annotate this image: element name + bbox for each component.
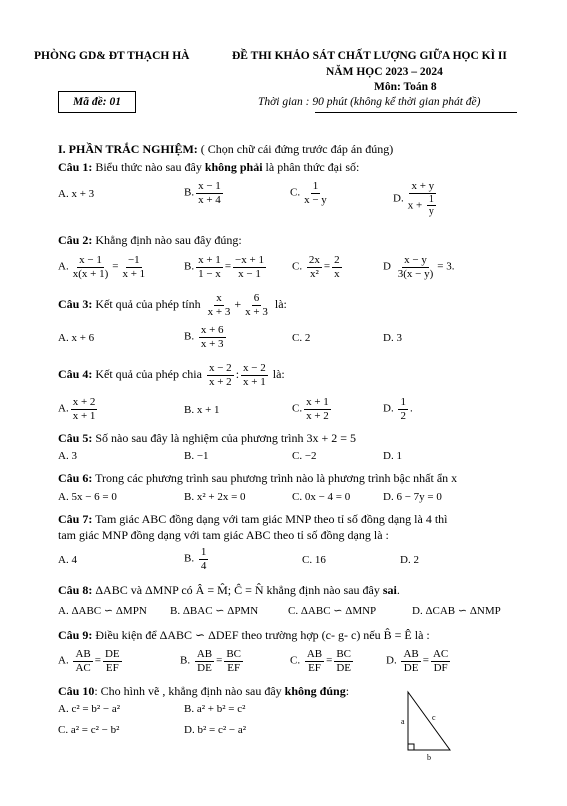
side-label-b: b: [427, 753, 431, 762]
q8-option-c[interactable]: C. ΔABC ∽ ΔMNP: [288, 605, 377, 617]
q5-option-b[interactable]: B. −1: [184, 450, 209, 462]
q9-option-a[interactable]: A. $\frac{AB}{AC}$ = $\frac{DE}{EF}$: [58, 648, 120, 674]
q7-option-d[interactable]: D. 2: [400, 554, 419, 566]
school-year: NĂM HỌC 2023 – 2024: [326, 66, 443, 78]
q9-option-b[interactable]: B. $\frac{AB}{DE}$ = $\frac{BC}{EF}$: [180, 648, 242, 674]
question-6: Câu 6: Trong các phương trình sau phương trình nào là phương trình bậc nhất ẩn x: [58, 471, 458, 485]
right-triangle-figure: [396, 686, 466, 770]
q1-option-a[interactable]: A. x + 3: [58, 188, 95, 200]
question-9: Câu 9: Điều kiện để ΔABC ∽ ΔDEF theo trường hợp (c- g- c) nếu B̂ = Ê là :: [58, 628, 430, 642]
q4-option-a[interactable]: A. $\frac{x + 2}{x + 1}$: [58, 396, 96, 422]
question-1: Câu 1: Biểu thức nào sau đây không phải là phân thức đại số:: [58, 160, 360, 174]
q2-option-d[interactable]: D $\frac{x - y}{3(x - y)}$ = 3.: [383, 254, 455, 280]
q7-option-a[interactable]: A. 4: [58, 554, 77, 566]
q6-option-a[interactable]: A. 5x − 6 = 0: [58, 491, 117, 503]
q1-option-d[interactable]: D. x + y x + $\frac{1}{y}$: [393, 180, 435, 218]
q4-option-b[interactable]: B. x + 1: [184, 404, 220, 416]
q1-option-c[interactable]: C. $\frac{1}{x - y}$: [290, 180, 327, 206]
side-label-c: c: [432, 713, 436, 722]
department-title: PHÒNG GD& ĐT THẠCH HÀ: [34, 50, 190, 62]
exam-time: Thời gian : 90 phút (không kể thời gian phát đề): [258, 96, 481, 108]
exam-title: ĐỀ THI KHẢO SÁT CHẤT LƯỢNG GIỮA HỌC KÌ II: [232, 50, 507, 62]
q10-option-d[interactable]: D. b² = c² − a²: [184, 724, 247, 736]
question-4: Câu 4: Kết quả của phép chia $\frac{x - 2}{x + 2}$ : $\frac{x - 2}{x + 1}$ là:: [58, 362, 285, 388]
q1-option-b[interactable]: B. $\frac{x - 1}{x + 4}$: [184, 180, 221, 206]
question-10: Câu 10: Cho hình vẽ , khẳng định nào sau đây không đúng:: [58, 684, 350, 698]
q7-option-c[interactable]: C. 16: [302, 554, 326, 566]
q3-option-c[interactable]: C. 2: [292, 332, 311, 344]
q9-option-c[interactable]: C. $\frac{AB}{EF}$ = $\frac{BC}{DE}$: [290, 648, 352, 674]
q6-option-d[interactable]: D. 6 − 7y = 0: [383, 491, 442, 503]
subject: Môn: Toán 8: [374, 81, 437, 93]
q2-option-a[interactable]: A. $\frac{x - 1}{x(x + 1)}$ = $\frac{-1}{x + 1}$: [58, 254, 146, 280]
q10-option-b[interactable]: B. a² + b² = c²: [184, 703, 246, 715]
right-angle-mark: [408, 744, 414, 750]
q9-option-d[interactable]: D. $\frac{AB}{DE}$ = $\frac{AC}{DF}$: [386, 648, 449, 674]
q3-option-d[interactable]: D. 3: [383, 332, 402, 344]
q2-option-b[interactable]: B. $\frac{x + 1}{1 - x}$ = $\frac{-x + 1}{x - 1}$: [184, 254, 264, 280]
q5-option-d[interactable]: D. 1: [383, 450, 402, 462]
section-heading: I. PHẦN TRẮC NGHIỆM: ( Chọn chữ cái đứng trước đáp án đúng): [58, 142, 394, 156]
q4-option-c[interactable]: C. $\frac{x + 1}{x + 2}$: [292, 396, 329, 422]
q8-option-d[interactable]: D. ΔCAB ∽ ΔNMP: [412, 605, 501, 617]
q2-option-c[interactable]: C. $\frac{2x}{\text{x²}}$ = $\frac{2}{x}$: [292, 254, 340, 280]
time-underline: [315, 112, 517, 113]
q6-option-b[interactable]: B. x² + 2x = 0: [184, 491, 246, 503]
q8-option-b[interactable]: B. ΔBAC ∽ ΔPMN: [170, 605, 259, 617]
question-3: Câu 3: Kết quả của phép tính $\frac{x}{x + 3}$ + $\frac{6}{x + 3}$ là:: [58, 292, 287, 318]
q7-option-b[interactable]: B. $\frac{1}{4}$: [184, 546, 207, 572]
q5-option-a[interactable]: A. 3: [58, 450, 77, 462]
q10-option-c[interactable]: C. a² = c² − b²: [58, 724, 120, 736]
q3-option-b[interactable]: B. $\frac{x + 6}{x + 3}$: [184, 324, 224, 350]
q6-option-c[interactable]: C. 0x − 4 = 0: [292, 491, 351, 503]
question-7-line-1: Câu 7: Tam giác ABC đồng dạng với tam giác MNP theo tỉ số đồng dạng là 4 thì: [58, 512, 448, 526]
q4-option-d[interactable]: D. $\frac{1}{2}$ .: [383, 396, 413, 422]
triangle-shape: [408, 692, 450, 750]
question-5: Câu 5: Số nào sau đây là nghiệm của phương trình 3x + 2 = 5: [58, 431, 357, 445]
question-7-line-2: tam giác MNP đồng dạng với tam giác ABC theo tỉ số đồng dạng là :: [58, 528, 389, 542]
q8-option-a[interactable]: A. ΔABC ∽ ΔMPN: [58, 605, 147, 617]
question-8: Câu 8: ΔABC và ΔMNP có Â = M̂; Ĉ = N̂ khẳng định nào sau đây sai.: [58, 583, 400, 597]
side-label-a: a: [401, 717, 405, 726]
q10-option-a[interactable]: A. c² = b² − a²: [58, 703, 121, 715]
q3-option-a[interactable]: A. x + 6: [58, 332, 95, 344]
exam-code-box: Mã đề: 01: [58, 91, 136, 113]
question-2: Câu 2: Khẳng định nào sau đây đúng:: [58, 233, 242, 247]
q5-option-c[interactable]: C. −2: [292, 450, 317, 462]
